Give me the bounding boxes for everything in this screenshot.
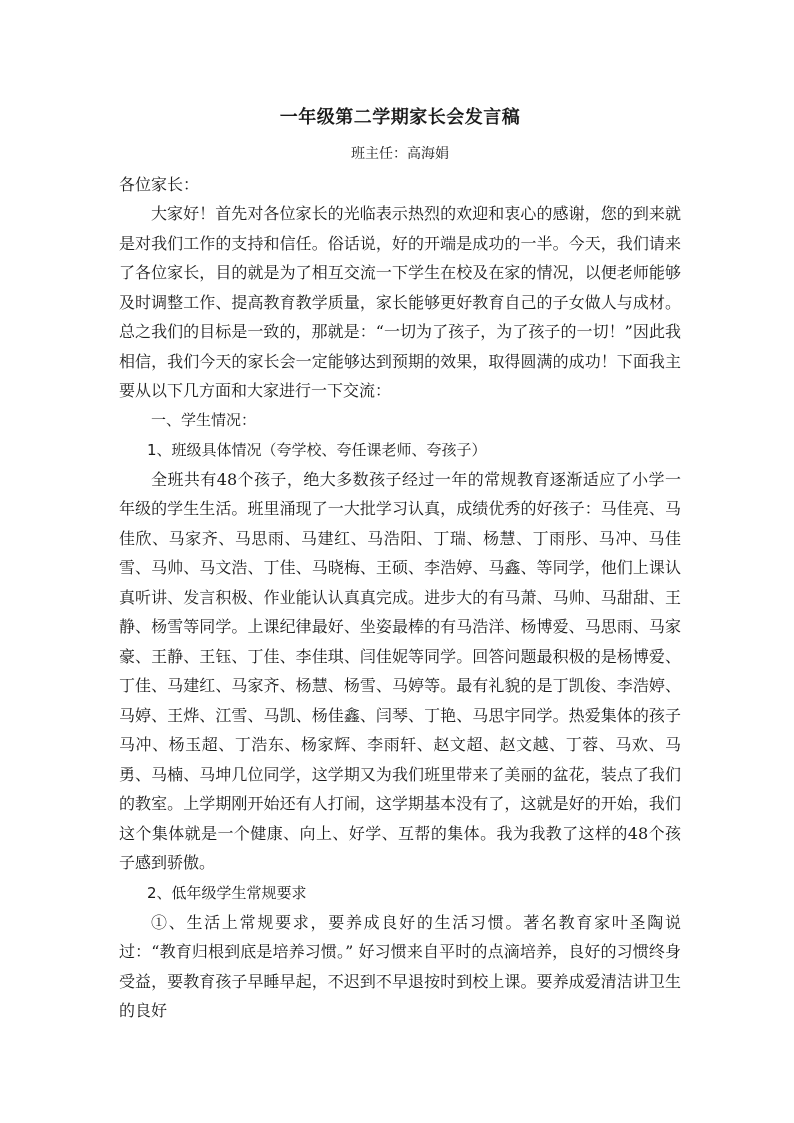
- routine-requirements-paragraph: ①、生活上常规要求，要养成良好的生活习惯。著名教育家叶圣陶说过：“教育归根到底是培养习惯。” 好习惯来自平时的点滴培养，良好的习惯终身受益，要教育孩子早睡早起，不迟到不早退按时到校上课。要养成爱清洁讲卫生的良好: [119, 912, 681, 1020]
- subsection-heading-class-situation: 1、班级具体情况（夸学校、夸任课老师、夸孩子）: [147, 440, 487, 459]
- document-title: 一年级第二学期家长会发言稿: [279, 107, 521, 128]
- subsection-heading-routine-requirements: 2、低年级学生常规要求: [147, 883, 307, 902]
- document-page: [119, 104, 681, 1026]
- section-heading-student-situation: 一、学生情况：: [151, 410, 257, 429]
- salutation: 各位家长：: [119, 175, 200, 194]
- author-line: 班主任：高海娟: [351, 146, 449, 162]
- intro-paragraph: 大家好！首先对各位家长的光临表示热烈的欢迎和衷心的感谢，您的到来就是对我们工作的支持和信任。俗话说，好的开端是成功的一半。今天，我们请来了各位家长，目的就是为了相互交流一下学生在校及在家的情况，以便老师能够及时调整工作、提高教育教学质量，家长能够更好教育自己的子女做人与成材。总之我们的目标是一致的，那就是：“一切为了孩子，为了孩子的一切！”因此我相信，我们今天的家长会一定能够达到预期的效果，取得圆满的成功！下面我主要从以下几方面和大家进行一下交流：: [119, 204, 681, 400]
- class-situation-paragraph: 全班共有48个孩子，绝大多数孩子经过一年的常规教育逐渐适应了小学一年级的学生生活。班里涌现了一大批学习认真，成绩优秀的好孩子：马佳亮、马佳欣、马家齐、马思雨、马建红、马浩阳、丁瑞、杨慧、丁雨彤、马冲、马佳雪、马帅、马文浩、丁佳、马晓梅、王硕、李浩婷、马鑫、等同学，他们上课认真听讲、发言积极、作业能认认真真完成。进步大的有马萧、马帅、马甜甜、王静、杨雪等同学。上课纪律最好、坐姿最棒的有马浩洋、杨博爱、马思雨、马家豪、王静、王钰、丁佳、李佳琪、闫佳妮等同学。回答问题最积极的是杨博爱、丁佳、马建红、马家齐、杨慧、杨雪、马婷等。最有礼貌的是丁凯俊、李浩婷、马婷、王烨、江雪、马凯、杨佳鑫、闫琴、丁艳、马思宇同学。热爱集体的孩子马冲、杨玉超、丁浩东、杨家辉、李雨轩、赵文超、赵文越、丁蓉、马欢、马勇、马楠、马坤几位同学，这学期又为我们班里带来了美丽的盆花，装点了我们的教室。上学期刚开始还有人打闹，这学期基本没有了，这就是好的开始，我们这个集体就是一个健康、向上、好学、互帮的集体。我为我教了这样的48个孩子感到骄傲。: [119, 469, 681, 872]
